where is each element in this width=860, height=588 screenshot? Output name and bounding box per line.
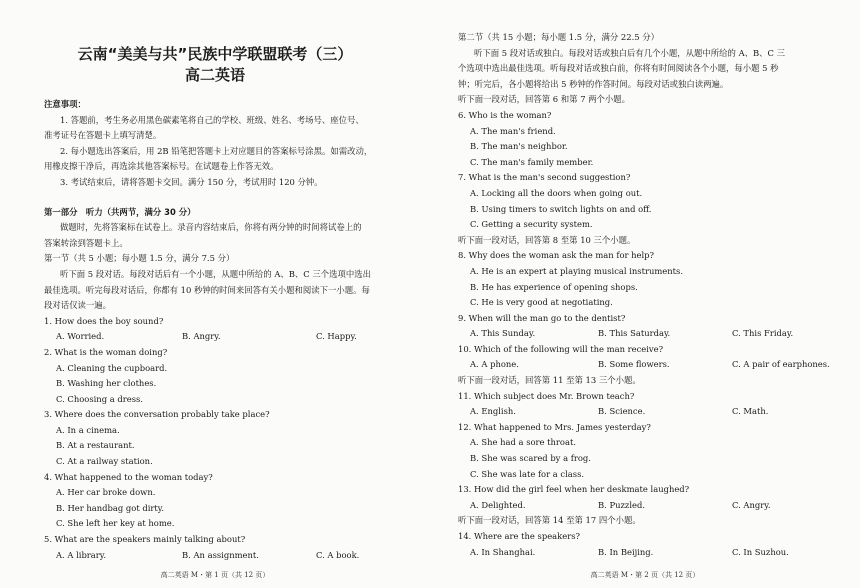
- option-row: [458, 545, 840, 561]
- right-page: [430, 0, 860, 588]
- left-question-list: [44, 314, 420, 564]
- answer-option: C. Choosing a dress.: [56, 393, 143, 404]
- section2-intro-line: 听下面 5 段对话或独白。每段对话或独白后有几个小题，从题中所给的 A、B、C 三: [474, 47, 785, 58]
- answer-option: C. The man's family member.: [470, 156, 594, 167]
- answer-option: A. The man's friend.: [470, 125, 556, 136]
- question-stem: 11. Which subject does Mr. Brown teach?: [458, 390, 635, 401]
- answer-option: B. At a restaurant.: [56, 440, 135, 451]
- question-stem: 2. What is the woman doing?: [44, 346, 168, 357]
- section1-intro-line: 听下面 5 段对话。每段对话后有一个小题，从题中所给的 A、B、C 三个选项中选出: [60, 268, 371, 279]
- answer-option: A. Worried.: [56, 331, 105, 342]
- section1-heading: 第一节（共 5 小题；每小题 1.5 分，满分 7.5 分）: [44, 253, 235, 264]
- question-stem: 9. When will the man go to the dentist?: [458, 312, 626, 323]
- notice-line: 用橡皮擦干净后，再选涂其他答案标号。在试题卷上作答无效。: [44, 161, 279, 172]
- section1-intro-line: 最佳选项。听完每段对话后，你都有 10 秒钟的时间来回答有关小题和阅读下一小题。每: [44, 284, 370, 295]
- answer-option: A. In Shanghai.: [470, 546, 536, 557]
- section2-intro-line: 个选项中选出最佳选项。听每段对话或独白前，你将有时间阅读各个小题，每小题 5 秒: [458, 63, 779, 74]
- answer-option: B. An assignment.: [182, 549, 259, 560]
- option-row: [44, 329, 420, 345]
- notice-line: 准考证号在答题卡上填写清楚。: [44, 130, 162, 141]
- answer-option: A. A phone.: [470, 359, 519, 370]
- question-stem: 1. How does the boy sound?: [44, 315, 164, 326]
- option-row: [458, 357, 840, 373]
- notice-heading: 注意事项：: [44, 99, 86, 109]
- dialogue-instruction: 听下面一段对话，回答第 11 至第 13 三个小题。: [458, 375, 641, 386]
- answer-option: C. She left her key at home.: [56, 518, 175, 529]
- exam-title: 云南“美美与共”民族中学联盟联考（三）: [77, 45, 353, 63]
- answer-option: A. This Sunday.: [470, 328, 536, 339]
- dialogue-instruction: 听下面一段对话，回答第 14 至第 17 四个小题。: [458, 515, 641, 526]
- part1-heading: 第一部分 听力（共两节，满分 30 分）: [44, 206, 196, 217]
- part1-intro-line: 做题时，先将答案标在试卷上。录音内容结束后，你将有两分钟的时间将试卷上的: [60, 222, 362, 233]
- answer-option: A. Her car broke down.: [56, 487, 156, 498]
- answer-option: B. She was scared by a frog.: [470, 453, 591, 464]
- answer-option: C. This Friday.: [732, 328, 794, 339]
- answer-option: A. English.: [470, 406, 516, 417]
- answer-option: C. A book.: [316, 549, 360, 560]
- answer-option: C. A pair of earphones.: [732, 359, 830, 370]
- answer-option: A. Locking all the doors when going out.: [470, 187, 643, 198]
- page-footer: 高二英语 M・第 1 页（共 12 页）: [160, 571, 270, 579]
- section2-intro-line: 钟；听完后，各小题将给出 5 秒钟的作答时间。每段对话或独白读两遍。: [458, 78, 729, 89]
- answer-option: B. Puzzled.: [598, 499, 645, 510]
- question-stem: 12. What happened to Mrs. James yesterday?: [458, 421, 651, 432]
- answer-option: A. Delighted.: [470, 499, 526, 510]
- question-stem: 4. What happened to the woman today?: [44, 471, 213, 482]
- notice-line: 1. 答题前，考生务必用黑色碳素笔将自己的学校、班级、姓名、考场号、座位号、: [60, 114, 364, 125]
- answer-option: A. He is an expert at playing musical instruments.: [470, 265, 683, 276]
- option-row: [458, 326, 840, 342]
- question-stem: 6. Who is the woman?: [458, 109, 552, 120]
- answer-option: C. Happy.: [316, 331, 357, 342]
- dialogue-instruction: 听下面一段对话，回答第 6 和第 7 两个小题。: [458, 94, 631, 105]
- right-column: [458, 30, 840, 560]
- answer-option: A. She had a sore throat.: [470, 437, 576, 448]
- answer-option: B. He has experience of opening shops.: [470, 281, 638, 292]
- exam-subtitle: 高二英语: [184, 66, 245, 84]
- answer-option: C. Getting a security system.: [470, 219, 593, 230]
- notice-line: 2. 每小题选出答案后，用 2B 铅笔把答题卡上对应题目的答案标号涂黑。如需改动，: [60, 145, 373, 156]
- answer-option: C. He is very good at negotiating.: [470, 297, 613, 308]
- answer-option: C. At a railway station.: [56, 456, 153, 467]
- part1-intro-line: 答案转涂到答题卡上。: [44, 237, 128, 248]
- answer-option: C. Math.: [732, 406, 769, 417]
- option-row: [458, 498, 840, 514]
- dialogue-instruction: 听下面一段对话，回答第 8 至第 10 三个小题。: [458, 234, 636, 245]
- right-question-list: [458, 92, 840, 560]
- answer-option: B. Angry.: [182, 331, 221, 342]
- answer-option: B. In Beijing.: [598, 546, 654, 557]
- answer-option: B. Her handbag got dirty.: [56, 502, 165, 513]
- answer-option: C. In Suzhou.: [732, 546, 789, 557]
- option-row: [458, 404, 840, 420]
- answer-option: C. She was late for a class.: [470, 468, 585, 479]
- answer-option: B. The man's neighbor.: [470, 141, 568, 152]
- question-stem: 3. Where does the conversation probably take place?: [44, 409, 270, 420]
- answer-option: A. In a cinema.: [56, 424, 120, 435]
- question-stem: 14. Where are the speakers?: [458, 531, 580, 541]
- notice-line: 3. 考试结束后，请将答题卡交回。满分 150 分，考试用时 120 分钟。: [60, 176, 323, 187]
- answer-option: B. Washing her clothes.: [56, 378, 157, 389]
- answer-option: B. Using timers to switch lights on and off.: [470, 203, 652, 214]
- answer-option: A. Cleaning the cupboard.: [56, 362, 168, 373]
- section2-heading: 第二节（共 15 小题；每小题 1.5 分，满分 22.5 分）: [458, 32, 659, 42]
- answer-option: B. This Saturday.: [598, 328, 671, 339]
- option-row: [44, 548, 420, 564]
- left-column: [44, 97, 420, 563]
- section1-intro-line: 段对话仅读一遍。: [44, 300, 111, 311]
- question-stem: 7. What is the man's second suggestion?: [458, 172, 631, 183]
- answer-option: A. A library.: [56, 549, 107, 560]
- answer-option: B. Some flowers.: [598, 359, 670, 370]
- answer-option: C. Angry.: [732, 499, 771, 510]
- question-stem: 13. How did the girl feel when her deskmate laughed?: [458, 484, 690, 495]
- question-stem: 8. Why does the woman ask the man for help?: [458, 250, 655, 261]
- question-stem: 10. Which of the following will the man receive?: [458, 343, 664, 354]
- answer-option: B. Science.: [598, 406, 646, 417]
- question-stem: 5. What are the speakers mainly talking about?: [44, 534, 246, 545]
- page-footer: 高二英语 M・第 2 页（共 12 页）: [590, 571, 700, 579]
